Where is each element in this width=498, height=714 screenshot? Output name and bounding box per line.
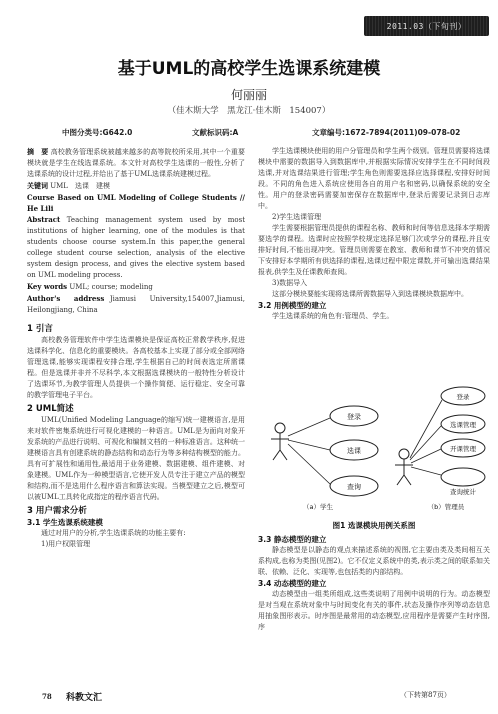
abstract-label: 摘 要 [27, 147, 49, 156]
clc-number: 中图分类号:G642.0 [62, 128, 133, 137]
label-course-manage: 选课管理 [450, 421, 476, 429]
abstract-text: 高校教务管理系统被越来越多的高等院校所采用,其中一个重要模块就是学生在线选课系统。本文针对高校学生选课的一般性,分析了选课系统的设计过程,并给出了基于UML选课系统建模过程。 [27, 148, 245, 178]
author-address [27, 293, 245, 316]
section-text: 动态模型由一组类所组成,这些类说明了用例中说明的行为。动态模型是对当观在系统对象中与时间变化有关的事件,状态及操作序列等动态信息用抽象图形表示。时序图是最常用的动态模型,应用程序是需要产生时序图,序 [258, 590, 490, 631]
section-heading: 3 用户需求分析 [27, 506, 87, 516]
subcaption-b: （b）管理员 [427, 503, 465, 511]
section-heading: 1 引言 [27, 324, 53, 334]
english-title: Course Based on UML Modeling of College Students // He Lili [27, 193, 245, 213]
page-number: 78 [42, 692, 52, 701]
figure-caption-wrap [258, 520, 490, 532]
section-text: 学生选课系统的角色有:管理员、学生。 [272, 312, 394, 320]
english-keywords-text: UML; course; modeling [69, 283, 153, 291]
actor-admin-icon [395, 449, 413, 485]
author-address-text: Jiamusi University,154007,Jiamusi, Heilongjiang, China [27, 295, 245, 314]
keywords-text: UML 选课 建模 [50, 182, 110, 190]
author-affiliation: （佳木斯大学 黑龙江·佳木斯 154007） [167, 106, 331, 116]
subsection-heading: 3.2 用例模型的建立 [258, 301, 327, 310]
label-dev-manage: 开课管理 [450, 445, 476, 453]
right-column-bottom [258, 534, 490, 633]
keywords-label: 关键词 [27, 181, 48, 190]
author-name: 何丽丽 [230, 88, 267, 102]
english-keywords [27, 281, 245, 293]
keywords-block [27, 180, 245, 192]
english-abstract-text: Teaching management system used by most institutions of higher learning, one of the modules is that students choose course system.In this paper,the general college student course selection, analysis of the elective system design process, and gives the elective system based on UML modeling process. [27, 216, 246, 279]
section-text: 学生选课模块使用的用户分管理员和学生两个级别。管理员需要将选课模块中需要的数据导入到数据库中,并根据实际情况安排学生在不同时间段选课,并对选课结果进行管理;学生角色则需要选择应选择课程,安排好时间段。不同的角色进入系统应使用各自的用户名和密码,以确保系统的安全性。用户的登录密码需要加密保存在数据库中,登录后需要记录到日志库中。 [258, 147, 490, 210]
english-keywords-label: Key words [27, 282, 68, 291]
section-text: 静态模型是以静态的观点来描述系统的视图,它主要由类及类间相互关系构成,也称为类图(见图2)。它不仅定义系统中的类,表示类之间的联系如关联、依赖、泛化、实现等,也包括类的内部结构。 [258, 546, 490, 576]
continued-note: （下转第87页） [400, 691, 451, 699]
subcaption-a: （a）学生 [303, 503, 333, 511]
section-heading: 2 UML简述 [27, 404, 74, 414]
list-item: 2)学生选课管理 [272, 213, 322, 221]
subsection-heading: 3.3 静态模型的建立 [258, 535, 327, 544]
label-login-left: 登录 [347, 413, 361, 421]
english-abstract [27, 214, 245, 281]
author-address-label: Author's address [27, 294, 105, 303]
right-column-top [258, 146, 490, 322]
actor-student-icon [271, 423, 289, 460]
journal-name: 科教文汇 [66, 693, 103, 703]
label-query: 查询 [347, 483, 361, 491]
abstract-block [27, 146, 245, 180]
subsection-heading: 3.4 动态模型的建立 [258, 579, 327, 588]
section-text: UML(Unified Modeling Language的缩写)统一建模语言,是用来对软件密集系统进行可视化建模的一种语言。UML是为面向对象开发系统的产品进行说明、可视化和编制文档的一种标准语言。这种统一建模语言具有创建系统的静态结构和动态行为等多种结构模型的能力。具有可扩展性和通用性,最适用于业务建模、数据建模、组件建模、对象建模。UML作为一种模型语言,它使开发人员专注于建立产品的模型和结构,而不是选用什么程序语言和算法实现。当模型建立之后,模型可以被UML工具转化成指定的程序语言代码。 [27, 416, 245, 501]
section-text: 通过对用户的分析,学生选课系统的功能主要有: [41, 529, 186, 537]
left-column [27, 146, 245, 550]
article-number: 文章编号:1672-7894(2011)09-078-02 [312, 128, 461, 137]
use-case-diagram [258, 378, 490, 518]
label-login-right: 登录 [456, 393, 470, 401]
section-text: 学生需要根据管理员提供的课程名称、教师和时间等信息选择本学期需要选学的课程。选课时应按照学校规定选择足够门次或学分的课程,并且安排好时间,不能出现冲突。管理员则需要在教室、教师和课节不冲突的情况下安排好本学期所有供选择的课程,选课过程中限定课数,并可输出选课结果报表,供学生及任课教师查阅。 [258, 224, 490, 276]
document-code: 文献标识码:A [192, 128, 239, 137]
section-text: 这部分模块要能实现将选课所需数据导入到选课模块数据库中。 [272, 290, 468, 298]
association-lines [288, 400, 442, 484]
label-query-stats: 查询统计 [450, 488, 476, 496]
list-item: 3)数据导入 [272, 279, 308, 287]
subsection-heading: 3.1 学生选课系统建模 [27, 518, 103, 527]
section-text: 高校教务管理软件中学生选课模块是保证高校正常教学秩序,促进选课科学化、信息化的重要模块。各高校基本上实现了部分或全部网络管理选课,能够实现课程安排合理,学生根据自己的时间表选定所需课程。但是选课并非并不尽科学,本文根据选课模块的一般特性分析设计了选课环节,为教学管理人员提供一个操作简便、运行稳定、安全可靠的教学管理电子平台。 [27, 336, 245, 399]
english-abstract-label: Abstract [27, 215, 61, 224]
issue-badge: 2011.03（下旬刊） [364, 16, 489, 36]
article-title: 基于UML的高校学生选课系统建模 [117, 59, 381, 79]
figure-caption: 图1 选课模块用例关系图 [332, 521, 416, 530]
use-case-query-stats [441, 468, 485, 486]
list-item: 1)用户权限管理 [41, 540, 91, 548]
label-select: 选课 [347, 447, 361, 455]
use-case-svg [258, 378, 490, 518]
